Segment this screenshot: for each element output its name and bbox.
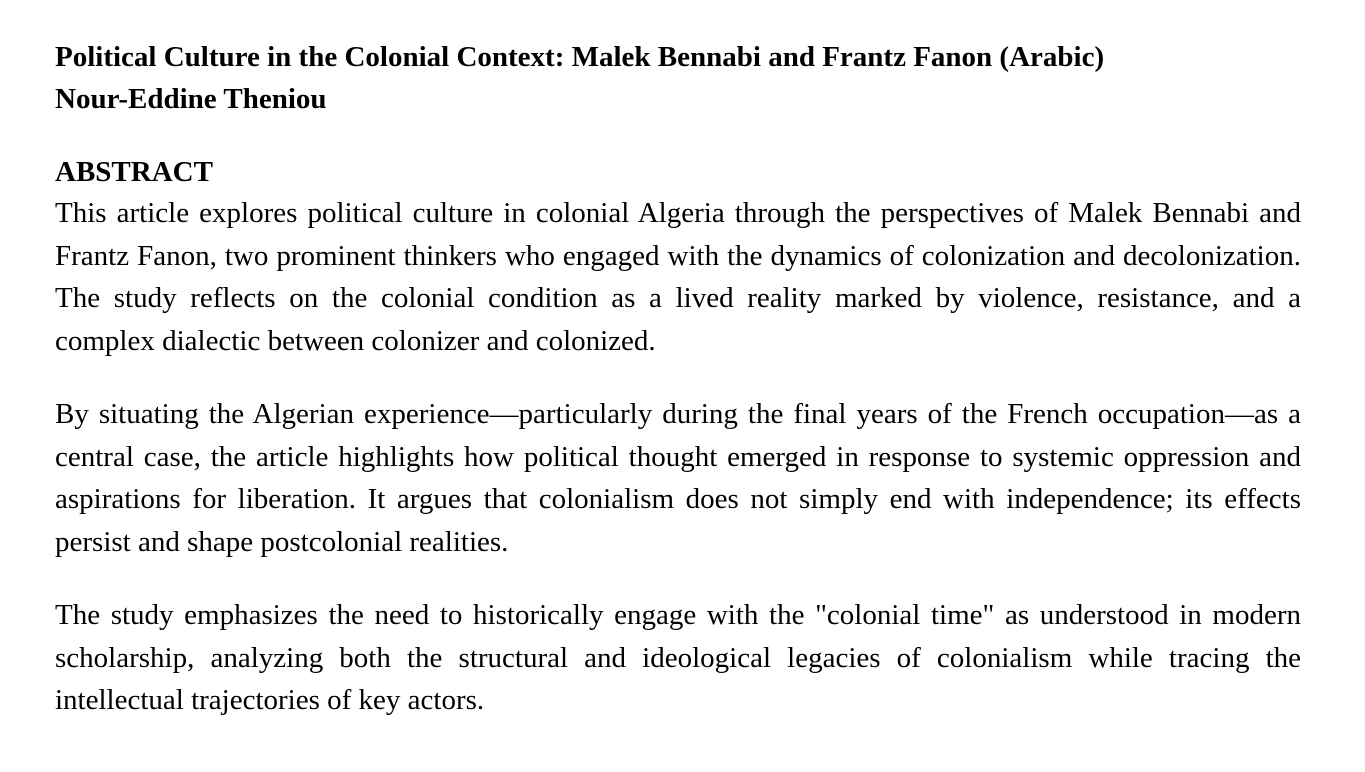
abstract-paragraph-2: By situating the Algerian experience—particularly during the final years of the French occupation—as a central case, the article highlights how political thought emerged in response to systemic oppression and aspirations for liberation. It argues that colonialism does not simply end with independence; its effects persist and shape postcolonial realities. [55,398,1301,558]
abstract-heading: ABSTRACT [55,156,213,188]
document-page [55,36,1301,753]
abstract-paragraph-1: This article explores political culture in colonial Algeria through the perspectives of Malek Bennabi and Frantz Fanon, two prominent thinkers who engaged with the dynamics of colonization and decolonization. The study reflects on the colonial condition as a lived reality marked by violence, resistance, and a complex dialectic between colonizer and colonized. [55,197,1301,357]
abstract-paragraph-3: The study emphasizes the need to historically engage with the "colonial time" as understood in modern scholarship, analyzing both the structural and ideological legacies of colonialism while tracing the intellectual trajectories of key actors. [55,599,1301,716]
document-title: Political Culture in the Colonial Context: Malek Bennabi and Frantz Fanon (Arabic) [55,41,1105,73]
author-name: Nour-Eddine Theniou [55,83,327,115]
